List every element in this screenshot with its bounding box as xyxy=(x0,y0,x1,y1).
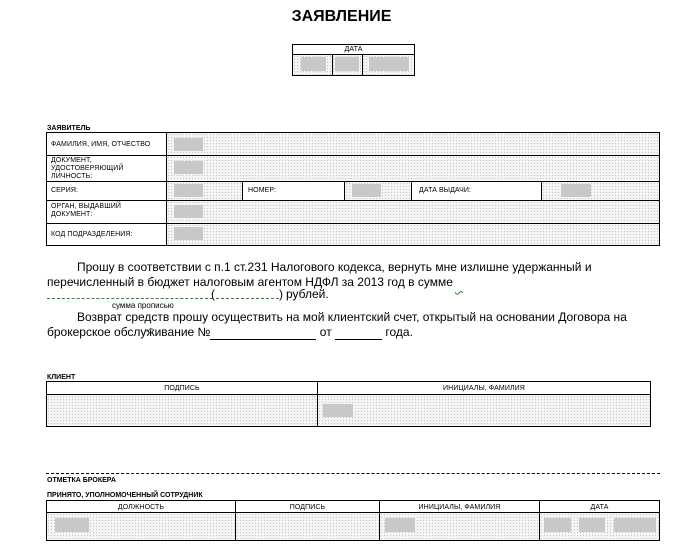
series-field[interactable] xyxy=(174,184,203,197)
contract-date-field[interactable] xyxy=(335,327,382,340)
broker-date-month-field[interactable] xyxy=(579,518,605,532)
applicant-table xyxy=(46,132,660,246)
broker-signature-header: ПОДПИСЬ xyxy=(289,504,326,511)
issue-date-field[interactable] xyxy=(561,184,591,197)
amount-words-caption: сумма прописью xyxy=(112,301,174,310)
statement-line-2: перечисленный в бюджет налоговым агентом НДФЛ за 2013 год в сумме xyxy=(47,275,453,289)
issue-date-label: ДАТА ВЫДАЧИ: xyxy=(419,187,472,194)
currency-text: рублей. xyxy=(286,287,329,301)
applicant-section-label: ЗАЯВИТЕЛЬ xyxy=(47,125,91,132)
document-label-text: ДОКУМЕНТ, УДОСТОВЕРЯЮЩИЙ ЛИЧНОСТЬ: xyxy=(51,157,124,180)
broker-position-header: ДОЛЖНОСТЬ xyxy=(117,504,165,511)
date-box xyxy=(292,44,415,76)
broker-table xyxy=(46,500,660,541)
broker-accepted-label: ПРИНЯТО, УПОЛНОМОЧЕННЫЙ СОТРУДНИК xyxy=(47,492,203,499)
client-initials-field[interactable] xyxy=(323,404,353,417)
broker-date-header: ДАТА xyxy=(590,504,609,511)
fio-label: ФАМИЛИЯ, ИМЯ, ОТЧЕСТВО xyxy=(51,141,151,148)
document-label xyxy=(51,157,161,181)
statement-line-1: Прошу в соответствии с п.1 ст.231 Налогового кодекса, вернуть мне излишне удержанный и xyxy=(77,260,592,274)
statement-line-5 xyxy=(47,325,413,340)
fio-field[interactable] xyxy=(174,138,203,151)
date-label: ДАТА xyxy=(293,45,414,55)
broker-initials-field[interactable] xyxy=(385,518,415,532)
page-title: ЗАЯВЛЕНИЕ xyxy=(291,8,392,25)
amount-squiggle xyxy=(455,283,463,288)
amount-words-underline[interactable] xyxy=(47,298,213,299)
client-signature-field[interactable] xyxy=(47,395,317,426)
issuer-label xyxy=(51,203,161,219)
date-year-field[interactable] xyxy=(369,57,409,71)
amount-paren-close: ) xyxy=(279,287,283,301)
date-day-field[interactable] xyxy=(301,57,326,71)
broker-position-field[interactable] xyxy=(55,518,89,532)
contract-from-text: от xyxy=(319,325,332,339)
broker-separator xyxy=(46,473,660,474)
document-field[interactable] xyxy=(174,161,203,174)
number-field[interactable] xyxy=(352,184,381,197)
client-table xyxy=(46,381,651,427)
client-initials-header: ИНИЦИАЛЫ, ФАМИЛИЯ xyxy=(443,385,525,392)
series-label: СЕРИЯ: xyxy=(51,187,79,194)
amount-paren-open: ( xyxy=(211,287,215,301)
contract-prefix: брокерское обслуживание № xyxy=(47,325,211,339)
broker-date-year-field[interactable] xyxy=(614,518,656,532)
number-label: НОМЕР: xyxy=(248,187,277,194)
broker-section-label: ОТМЕТКА БРОКЕРА xyxy=(47,477,116,484)
client-signature-header: ПОДПИСЬ xyxy=(164,385,200,392)
division-code-field[interactable] xyxy=(174,227,203,240)
statement-line-4: Возврат средств прошу осуществить на мой клиентский счет, открытый на основании Договора на xyxy=(77,310,627,324)
contract-year-text: года. xyxy=(385,325,413,339)
date-month-field[interactable] xyxy=(335,57,359,71)
broker-date-day-field[interactable] xyxy=(544,518,571,532)
division-code-label: КОД ПОДРАЗДЕЛЕНИЯ: xyxy=(51,231,133,238)
amount-digits-underline[interactable] xyxy=(216,298,279,299)
issuer-label-text: ОРГАН, ВЫДАВШИЙ ДОКУМЕНТ: xyxy=(51,203,121,218)
client-section-label: КЛИЕНТ xyxy=(47,374,76,381)
contract-number-field[interactable] xyxy=(210,327,316,340)
issuer-field[interactable] xyxy=(174,205,203,218)
broker-initials-header: ИНИЦИАЛЫ, ФАМИЛИЯ xyxy=(418,504,501,511)
broker-signature-field[interactable] xyxy=(236,513,379,540)
